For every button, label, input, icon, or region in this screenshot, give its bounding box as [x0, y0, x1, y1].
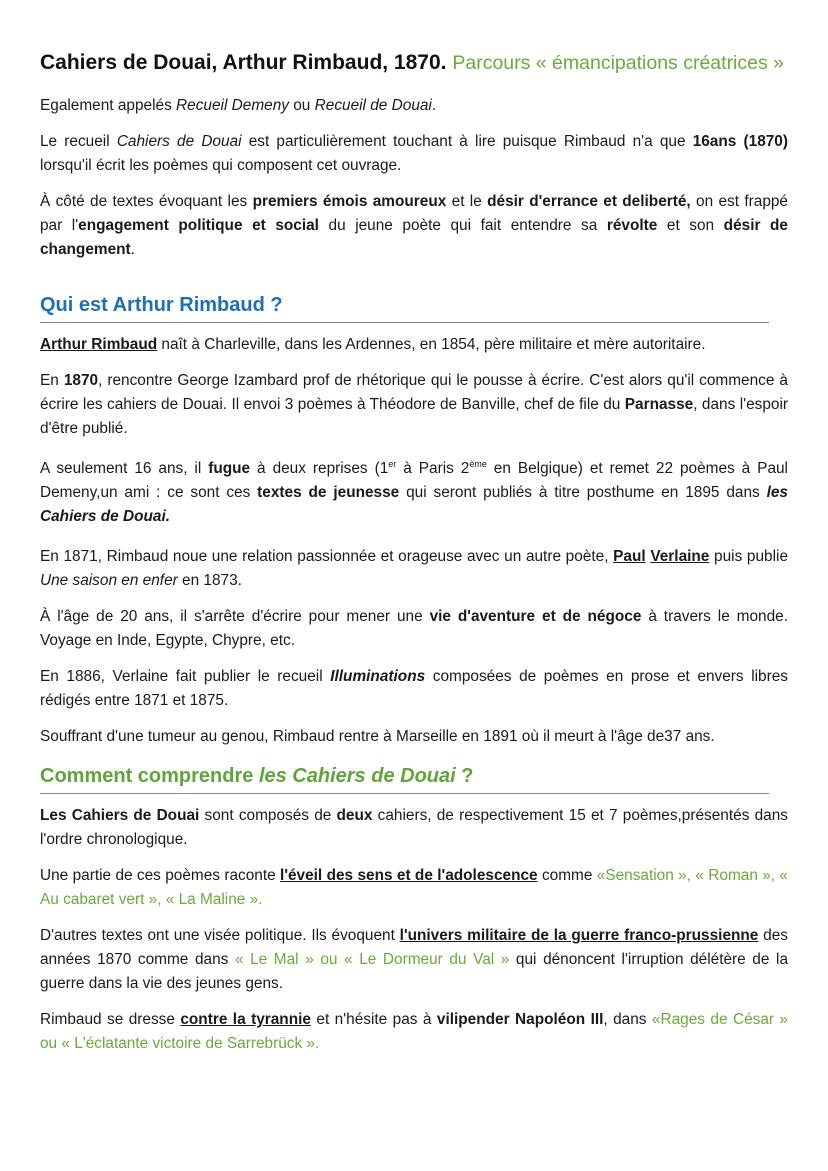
bio-paragraph-3: A seulement 16 ans, il fugue à deux reprises (1er à Paris 2ème en Belgique) et remet 22 poèmes à Paul Demeny,un ami : ce sont ces textes de jeunesse qui seront publiés à titre posthume en 1895 dans les Cahiers de Douai.: [40, 459, 788, 525]
title-parcours: Parcours « émancipations créatrices »: [452, 52, 784, 74]
poem-titles-war: « Le Mal » ou « Le Dormeur du Val »: [234, 951, 510, 968]
title-main: Cahiers de Douai, Arthur Rimbaud, 1870.: [40, 51, 447, 74]
bio-paragraph-4: En 1871, Rimbaud noue une relation passionnée et orageuse avec un autre poète, Paul Verlaine puis publie Une saison en enfer en 1873.: [40, 548, 789, 589]
intro-paragraph-3: À côté de textes évoquant les premiers émois amoureux et le désir d'errance et deliberté, on est frappé par l'engagement politique et social du jeune poète qui fait entendre sa révolte et son désir de changement.: [40, 193, 788, 258]
link-eveil-des-sens: l'éveil des sens et de l'adolescence: [280, 867, 538, 884]
intro-paragraph-1: Egalement appelés Recueil Demeny ou Recueil de Douai.: [40, 97, 437, 114]
link-arthur-rimbaud: Arthur Rimbaud: [40, 336, 158, 353]
link-paul: Paul: [613, 548, 646, 565]
bio-paragraph-7: Souffrant d'une tumeur au genou, Rimbaud rentre à Marseille en 1891 où il meurt à l'âge de37 ans.: [40, 728, 715, 745]
section-heading-understand: Comment comprendre les Cahiers de Douai ?: [40, 765, 474, 787]
link-verlaine: Verlaine: [650, 548, 710, 565]
bio-paragraph-5: À l'âge de 20 ans, il s'arrête d'écrire pour mener une vie d'aventure et de négoce à travers le monde. Voyage en Inde, Egypte, Chypre, etc.: [40, 608, 789, 649]
document-title: [40, 48, 788, 78]
understand-paragraph-2: Une partie de ces poèmes raconte l'éveil des sens et de l'adolescence comme «Sensation », « Roman », « Au cabaret vert », « La Maline ».: [40, 867, 788, 908]
section-divider: [40, 793, 769, 794]
bio-paragraph-2: En 1870, rencontre George Izambard prof de rhétorique qui le pousse à écrire. C'est alors qu'il commence à écrire les cahiers de Douai. Il envoi 3 poèmes à Théodore de Banville, chef de file du Parnasse, dans l'espoir d'être publié.: [40, 372, 788, 437]
link-contre-tyrannie: contre la tyrannie: [180, 1011, 311, 1028]
intro-paragraph-2: Le recueil Cahiers de Douai est particulièrement touchant à lire puisque Rimbaud n'a que 16ans (1870) lorsqu'il écrit les poèmes qui composent cet ouvrage.: [40, 133, 788, 174]
understand-paragraph-4: Rimbaud se dresse contre la tyrannie et n'hésite pas à vilipender Napoléon III, dans «Rages de César » ou « L'éclatante victoire de Sarrebrück ».: [40, 1011, 788, 1052]
link-univers-militaire: l'univers militaire de la guerre franco-prussienne: [399, 927, 759, 944]
section-divider: [40, 322, 769, 323]
poem-titles-adolescence: «Sensation », « Roman », « Au cabaret vert », « La Maline ».: [40, 867, 788, 908]
bio-paragraph-6: En 1886, Verlaine fait publier le recueil Illuminations composées de poèmes en prose et envers libres rédigés entre 1871 et 1875.: [40, 668, 788, 709]
understand-paragraph-1: Les Cahiers de Douai sont composés de deux cahiers, de respectivement 15 et 7 poèmes,présentés dans l'ordre chronologique.: [40, 807, 788, 848]
understand-paragraph-3: D'autres textes ont une visée politique. Ils évoquent l'univers militaire de la guerre franco-prussienne des années 1870 comme dans « Le Mal » ou « Le Dormeur du Val » qui dénoncent l'irruption délétère de la guerre dans la vie des jeunes gens.: [40, 927, 788, 992]
bio-paragraph-1: Arthur Rimbaud naît à Charleville, dans les Ardennes, en 1854, père militaire et mère autoritaire.: [40, 336, 706, 353]
poem-titles-napoleon: «Rages de César » ou « L'éclatante victoire de Sarrebrück ».: [40, 1011, 788, 1052]
section-heading-who: Qui est Arthur Rimbaud ?: [40, 294, 283, 316]
